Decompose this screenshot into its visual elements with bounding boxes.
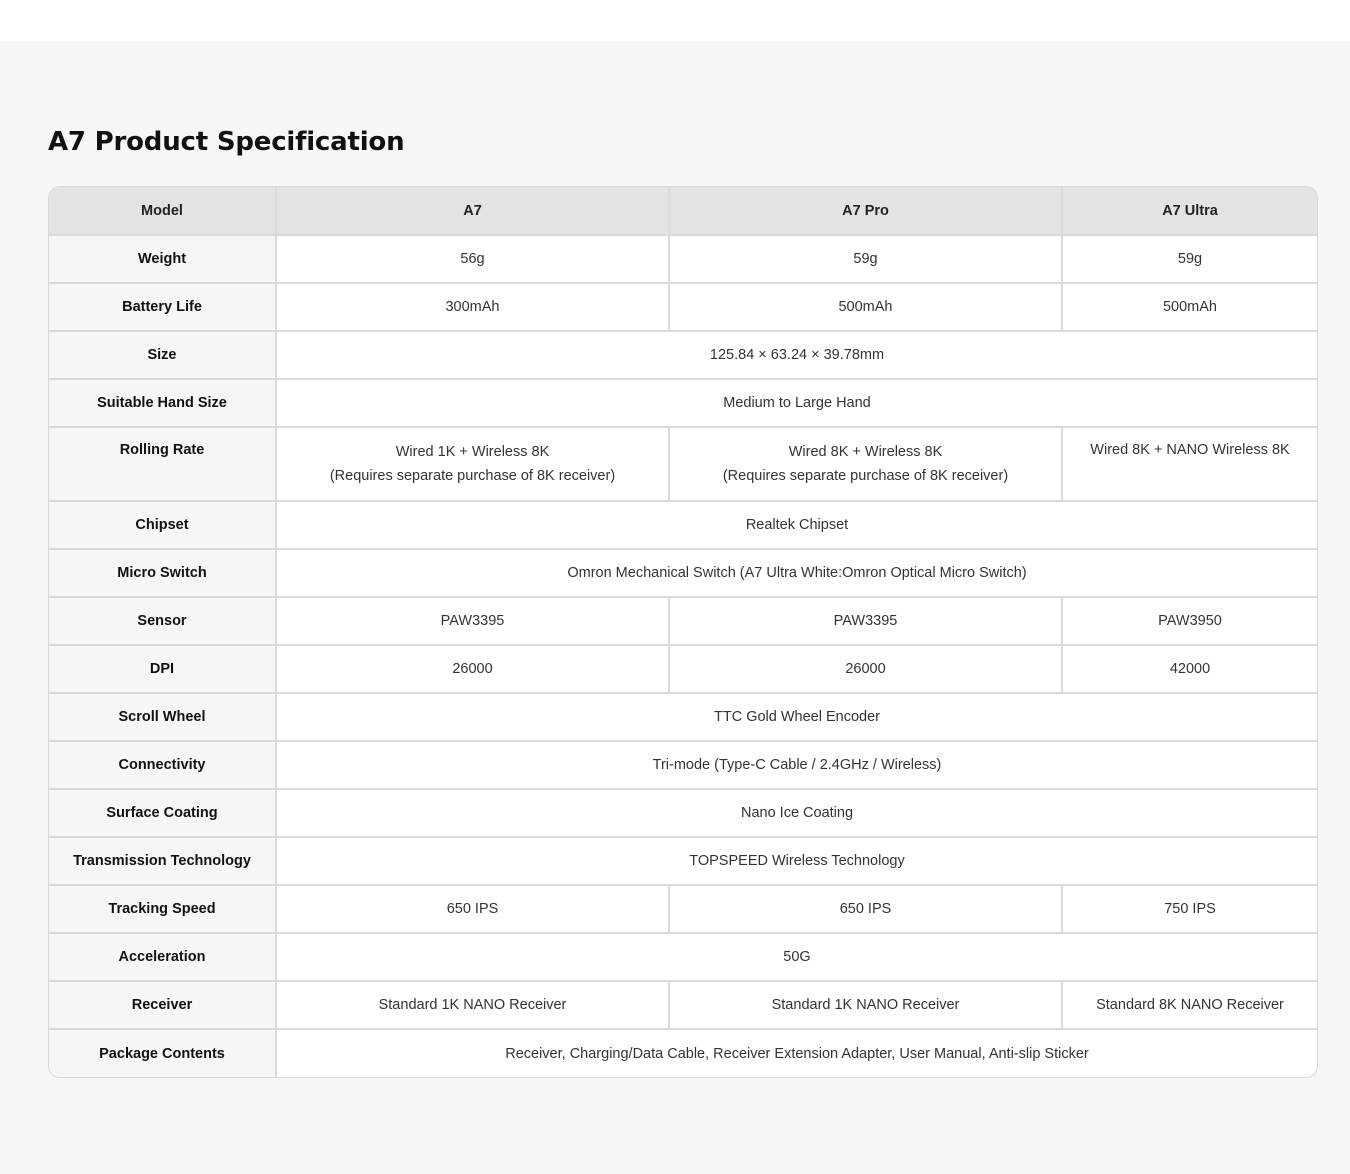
row-label: Tracking Speed [49, 885, 276, 933]
cell-a7: 26000 [276, 645, 669, 693]
cell-a7-pro: 650 IPS [669, 885, 1062, 933]
cell-a7-ultra: Standard 8K NANO Receiver [1062, 981, 1317, 1029]
row-tracking-speed [49, 885, 1317, 933]
row-label: Micro Switch [49, 549, 276, 597]
row-label: Rolling Rate [49, 427, 276, 501]
cell-a7: 300mAh [276, 283, 669, 331]
spec-table-container [48, 186, 1318, 1078]
cell-a7-ultra: Wired 8K + NANO Wireless 8K [1062, 427, 1317, 501]
row-size [49, 331, 1317, 379]
cell-all-models: Nano Ice Coating [276, 789, 1317, 837]
row-label: Weight [49, 235, 276, 283]
cell-all-models: Tri-mode (Type-C Cable / 2.4GHz / Wireless) [276, 741, 1317, 789]
row-surface-coating [49, 789, 1317, 837]
cell-all-models: Receiver, Charging/Data Cable, Receiver Extension Adapter, User Manual, Anti-slip Sticker [505, 1045, 1089, 1062]
row-package-contents [49, 1029, 1317, 1077]
row-label: Chipset [49, 501, 276, 549]
row-receiver [49, 981, 1317, 1029]
cell-a7: 650 IPS [276, 885, 669, 933]
row-label: Battery Life [49, 283, 276, 331]
row-label: Scroll Wheel [49, 693, 276, 741]
row-label: Package Contents [49, 1029, 276, 1077]
row-micro-switch [49, 549, 1317, 597]
cell-all-models: Medium to Large Hand [276, 379, 1317, 427]
row-chipset [49, 501, 1317, 549]
cell-a7: 56g [276, 235, 669, 283]
cell-a7-ultra: 42000 [1062, 645, 1317, 693]
row-label: DPI [49, 645, 276, 693]
cell-line: (Requires separate purchase of 8K receiver) [329, 468, 616, 484]
row-scroll-wheel [49, 693, 1317, 741]
cell-a7: PAW3395 [276, 597, 669, 645]
row-label: Sensor [49, 597, 276, 645]
row-label: Transmission Technology [49, 837, 276, 885]
cell-all-models: TTC Gold Wheel Encoder [276, 693, 1317, 741]
header-a7-pro: A7 Pro [669, 187, 1062, 235]
row-label: Surface Coating [49, 789, 276, 837]
cell-a7-pro [669, 427, 1062, 501]
row-transmission-technology [49, 837, 1317, 885]
cell-all-models: TOPSPEED Wireless Technology [276, 837, 1317, 885]
cell-line: Wired 8K + Wireless 8K [788, 444, 943, 460]
page-title: A7 Product Specification [48, 127, 405, 157]
row-label: Acceleration [49, 933, 276, 981]
row-label: Suitable Hand Size [49, 379, 276, 427]
header-model: Model [49, 187, 276, 235]
row-weight [49, 235, 1317, 283]
cell-line: Wired 1K + Wireless 8K [395, 444, 550, 460]
cell-a7-ultra: PAW3950 [1062, 597, 1317, 645]
cell-a7-pro: 59g [669, 235, 1062, 283]
cell-a7-pro: Standard 1K NANO Receiver [669, 981, 1062, 1029]
row-hand-size [49, 379, 1317, 427]
cell-line: (Requires separate purchase of 8K receiver) [722, 468, 1009, 484]
cell-all-models: 125.84 × 63.24 × 39.78mm [276, 331, 1317, 379]
header-row [49, 187, 1317, 235]
row-label: Connectivity [49, 741, 276, 789]
row-rolling-rate [49, 427, 1317, 501]
cell-a7 [276, 427, 669, 501]
row-sensor [49, 597, 1317, 645]
spec-table [49, 187, 1317, 1077]
row-acceleration [49, 933, 1317, 981]
row-label: Size [49, 331, 276, 379]
cell-a7-pro: PAW3395 [669, 597, 1062, 645]
row-connectivity [49, 741, 1317, 789]
cell-a7: Standard 1K NANO Receiver [276, 981, 669, 1029]
cell-a7-ultra: 750 IPS [1062, 885, 1317, 933]
cell-all-models: 50G [276, 933, 1317, 981]
cell-all-models: Omron Mechanical Switch (A7 Ultra White:Omron Optical Micro Switch) [276, 549, 1317, 597]
cell-all-models: Realtek Chipset [276, 501, 1317, 549]
cell-a7-pro: 500mAh [669, 283, 1062, 331]
cell-a7-pro: 26000 [669, 645, 1062, 693]
cell-a7-ultra: 59g [1062, 235, 1317, 283]
cell-a7-ultra: 500mAh [1062, 283, 1317, 331]
row-dpi [49, 645, 1317, 693]
header-a7-ultra: A7 Ultra [1062, 187, 1317, 235]
header-a7: A7 [276, 187, 669, 235]
row-battery-life [49, 283, 1317, 331]
row-label: Receiver [49, 981, 276, 1029]
